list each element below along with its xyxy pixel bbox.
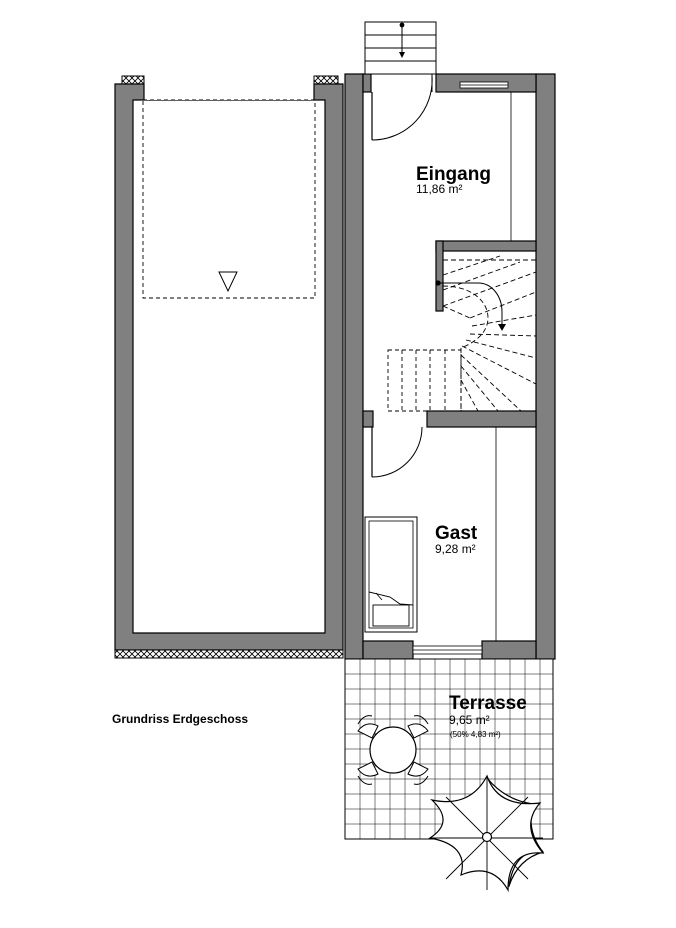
- house-wall-bottom-right: [482, 641, 536, 659]
- room-area-gast: 9,28 m²: [435, 542, 476, 556]
- stair-wall: [436, 241, 536, 251]
- door-entrance: [372, 74, 432, 140]
- house-wall-bottom-left: [363, 641, 413, 659]
- house-wall-left: [345, 74, 363, 659]
- partition-wall-mid: [427, 411, 536, 427]
- room-area-eingang: 11,86 m²: [416, 182, 463, 196]
- bed-icon: [365, 517, 417, 632]
- table-icon: [370, 727, 416, 773]
- stair-direction-arrow-icon: [498, 324, 506, 331]
- door-guest: [372, 427, 422, 477]
- room-name-eingang: Eingang: [416, 164, 491, 185]
- room-area-terrasse: 9,65 m²: [449, 713, 490, 727]
- carport-cap-left: [122, 76, 144, 84]
- entrance-steps: [365, 22, 436, 74]
- room-name-gast: Gast: [435, 523, 478, 544]
- carport-wall: [115, 84, 343, 650]
- staircase: [388, 256, 536, 411]
- carport-base: [115, 650, 343, 658]
- carport-cap-right: [314, 76, 338, 84]
- garage-door-outline: [143, 100, 315, 298]
- slope-down-triangle-icon: [219, 272, 237, 291]
- carport: [115, 76, 343, 658]
- room-note-terrasse: (50% 4,83 m²): [450, 730, 501, 739]
- plan-title: Grundriss Erdgeschoss: [112, 712, 249, 726]
- room-name-terrasse: Terrasse: [449, 693, 527, 714]
- house-wall-right: [536, 74, 555, 659]
